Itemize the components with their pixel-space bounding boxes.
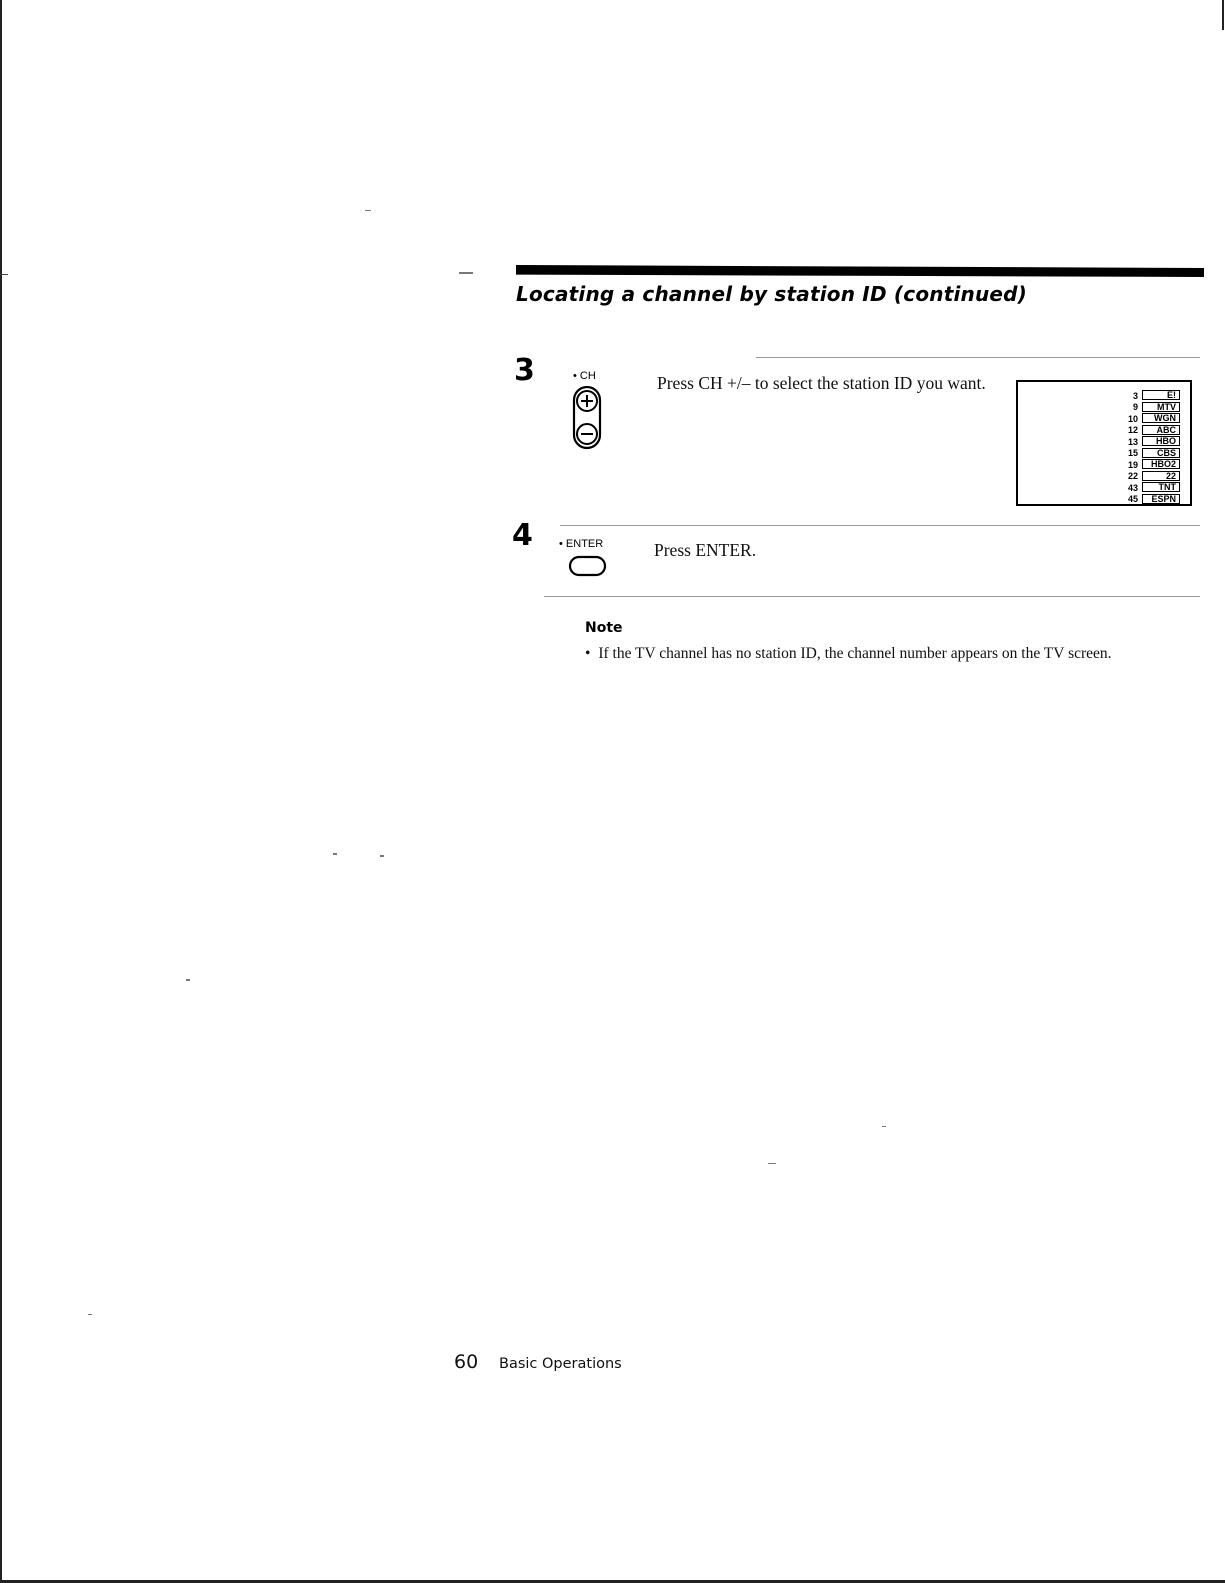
scan-speck (186, 979, 190, 981)
scan-speck (768, 1163, 776, 1164)
page-number: 60 (454, 1351, 479, 1373)
station-id-box: HBO2 (1142, 459, 1180, 469)
station-id-box: MTV (1142, 402, 1180, 412)
enter-button-label: • ENTER (559, 538, 604, 550)
section-header-bar (516, 265, 1204, 277)
station-id-box: WGN (1142, 413, 1180, 423)
channel-number: 45 (1127, 494, 1138, 505)
channel-row (1118, 459, 1180, 471)
section-title: Locating a channel by station ID (continued) (516, 282, 1028, 306)
step-divider (544, 596, 1200, 597)
channel-row (1118, 390, 1180, 402)
tv-screen (1016, 380, 1192, 506)
channel-row (1118, 494, 1180, 506)
station-id-box: HBO (1142, 436, 1180, 446)
channel-row (1118, 413, 1180, 425)
station-id-box: ESPN (1142, 494, 1180, 504)
step-divider (756, 357, 1200, 358)
channel-number: 43 (1127, 482, 1138, 493)
channel-number: 22 (1127, 471, 1138, 482)
channel-number: 15 (1127, 448, 1138, 459)
step-number: 4 (512, 518, 533, 553)
station-id-box: E! (1142, 390, 1180, 400)
channel-row (1118, 436, 1180, 448)
station-id-box: TNT (1142, 482, 1180, 492)
channel-number: 12 (1127, 425, 1138, 436)
note-item (585, 645, 1112, 663)
scan-speck (365, 210, 371, 211)
step-4-instruction: Press ENTER. (654, 540, 757, 560)
note-title: Note (585, 620, 623, 636)
channel-row (1118, 471, 1180, 483)
note-text: If the TV channel has no station ID, the channel number appears on the TV screen. (598, 645, 1112, 662)
station-id-box: CBS (1142, 448, 1180, 458)
channel-number: 9 (1132, 402, 1138, 413)
scan-speck (88, 1314, 92, 1315)
channel-number: 3 (1132, 390, 1138, 401)
station-id-box: 22 (1142, 471, 1180, 481)
channel-row (1118, 448, 1180, 460)
step-number: 3 (514, 353, 535, 388)
enter-button (568, 555, 608, 579)
station-id-list (1118, 390, 1180, 505)
step-divider (560, 525, 1200, 526)
channel-number: 10 (1127, 413, 1138, 424)
scan-speck (882, 1126, 886, 1127)
channel-number: 13 (1127, 436, 1138, 447)
ch-rocker-icon (572, 386, 602, 450)
scan-border-left (0, 0, 2, 1583)
scan-mark-right (1222, 0, 1224, 30)
ch-rocker-button (572, 386, 602, 450)
enter-button-icon (568, 555, 608, 579)
channel-row (1118, 482, 1180, 494)
scan-tick (0, 274, 8, 275)
ch-button-label: • CH (573, 370, 596, 382)
scan-speck (459, 272, 473, 274)
channel-row (1118, 402, 1180, 414)
scan-speck (333, 853, 337, 855)
channel-row (1118, 425, 1180, 437)
footer-section-name: Basic Operations (499, 1356, 622, 1372)
note-bullet: • (585, 645, 591, 662)
station-id-box: ABC (1142, 425, 1180, 435)
scan-speck (380, 855, 384, 857)
step-3-instruction: Press CH +/– to select the station ID you want. (657, 373, 986, 393)
channel-number: 19 (1127, 459, 1138, 470)
